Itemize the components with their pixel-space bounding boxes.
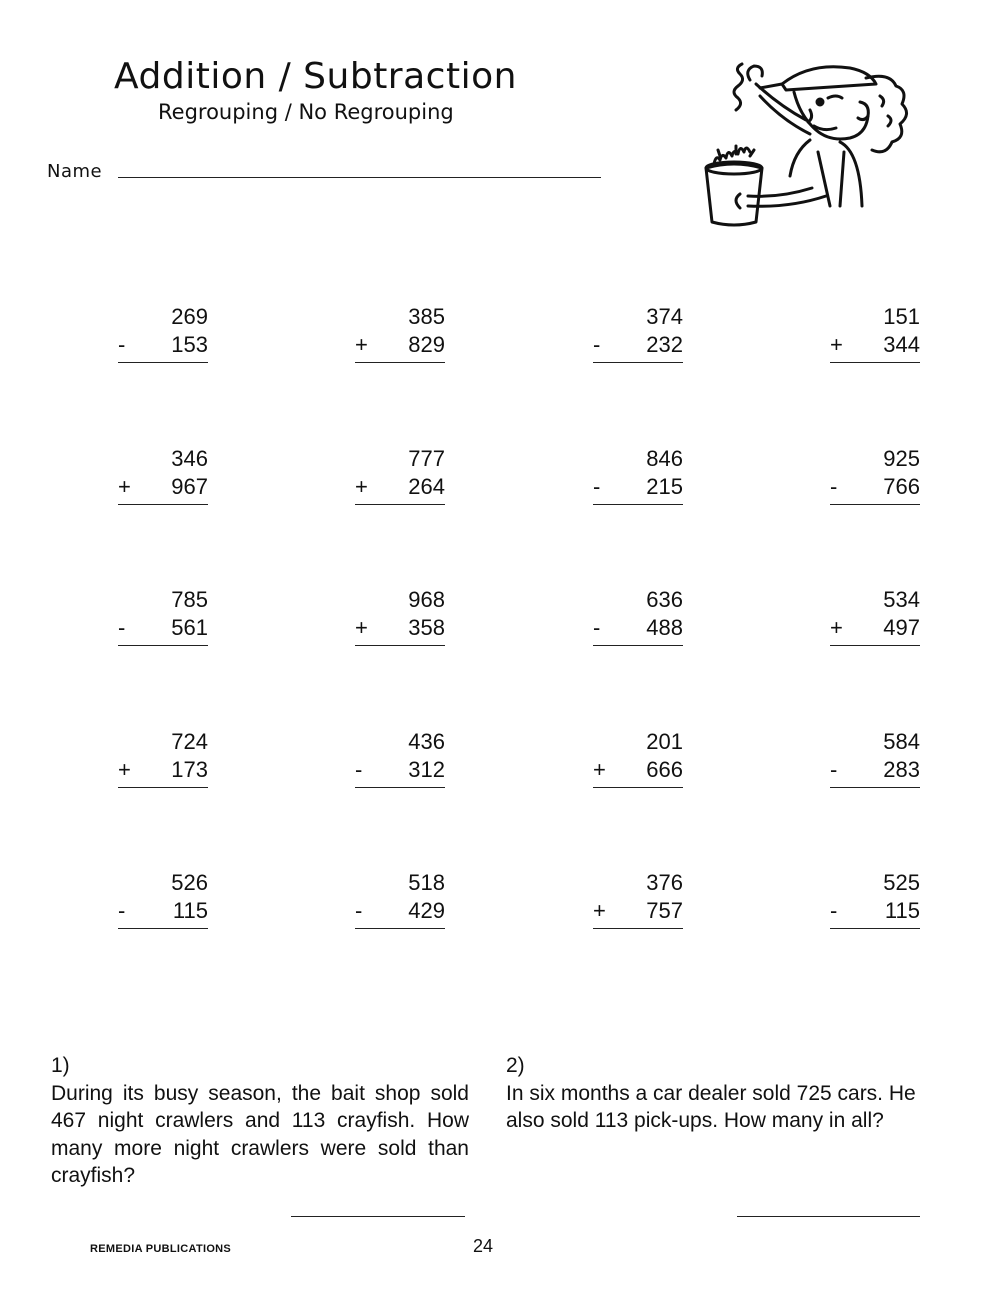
worksheet-subtitle: Regrouping / No Regrouping <box>158 100 454 124</box>
answer-bar[interactable] <box>118 928 208 929</box>
problem-bottom-number: 115 <box>884 898 920 923</box>
answer-bar[interactable] <box>118 787 208 788</box>
problem <box>830 728 920 788</box>
problem-top-number: 374 <box>646 304 683 329</box>
answer-bar[interactable] <box>593 504 683 505</box>
problem-top-number: 846 <box>646 446 683 471</box>
answer-bar[interactable] <box>593 787 683 788</box>
problem-operator: - <box>118 332 126 357</box>
answer-bar[interactable] <box>118 362 208 363</box>
problem-operator: + <box>355 615 368 640</box>
problem-bottom-number: 766 <box>883 474 920 499</box>
problem <box>118 586 208 646</box>
problem-operator: + <box>355 332 368 357</box>
problem-top-number: 724 <box>171 729 208 754</box>
problem <box>118 445 208 505</box>
problem-bottom-number: 283 <box>883 757 920 782</box>
answer-bar[interactable] <box>118 645 208 646</box>
answer-bar[interactable] <box>830 362 920 363</box>
problem-operator: - <box>830 757 838 782</box>
problem <box>355 303 445 363</box>
word-problem-1 <box>51 1052 469 1190</box>
problem-bottom-number: 561 <box>171 615 208 640</box>
problem-bottom-number: 967 <box>171 474 208 499</box>
problem <box>593 303 683 363</box>
answer-bar[interactable] <box>118 504 208 505</box>
problem-top-number: 518 <box>408 870 445 895</box>
problem-top-number: 785 <box>171 587 208 612</box>
fisherman-with-bait-bucket-icon <box>690 56 930 236</box>
problem <box>355 869 445 929</box>
problem <box>830 586 920 646</box>
problem-operator: - <box>355 898 363 923</box>
problem <box>830 445 920 505</box>
problem-top-number: 925 <box>883 446 920 471</box>
answer-bar[interactable] <box>355 645 445 646</box>
answer-bar[interactable] <box>593 928 683 929</box>
problem-operator: + <box>593 898 606 923</box>
problem-bottom-number: 429 <box>408 898 445 923</box>
problem-bottom-number: 344 <box>883 332 920 357</box>
problem-top-number: 436 <box>408 729 445 754</box>
problem <box>118 728 208 788</box>
problem-bottom-number: 153 <box>171 332 208 357</box>
word-problem-text: In six months a car dealer sold 725 cars. He also sold 113 pick-ups. How many in all? <box>506 1081 916 1132</box>
answer-bar[interactable] <box>355 362 445 363</box>
problem-bottom-number: 757 <box>646 898 683 923</box>
name-label: Name <box>47 161 103 182</box>
problem-bottom-number: 829 <box>408 332 445 357</box>
problem <box>830 869 920 929</box>
problem <box>118 869 208 929</box>
problem <box>593 445 683 505</box>
problem-bottom-number: 488 <box>646 615 683 640</box>
answer-line-2[interactable] <box>737 1216 920 1217</box>
answer-bar[interactable] <box>830 645 920 646</box>
problem-top-number: 584 <box>883 729 920 754</box>
page-number: 24 <box>473 1236 494 1256</box>
problem-operator: - <box>118 615 126 640</box>
problem-top-number: 385 <box>408 304 445 329</box>
problem-bottom-number: 115 <box>172 898 208 923</box>
problem-top-number: 526 <box>171 870 208 895</box>
answer-bar[interactable] <box>830 504 920 505</box>
problem-top-number: 376 <box>646 870 683 895</box>
answer-bar[interactable] <box>355 787 445 788</box>
word-problem-number: 2) <box>506 1054 525 1077</box>
problem-top-number: 269 <box>171 304 208 329</box>
problem-top-number: 636 <box>646 587 683 612</box>
problem <box>355 586 445 646</box>
problem-top-number: 777 <box>408 446 445 471</box>
problem-operator: - <box>118 898 126 923</box>
problem-operator: + <box>830 332 843 357</box>
problem-operator: + <box>593 757 606 782</box>
problem-bottom-number: 358 <box>408 615 445 640</box>
problem-operator: + <box>118 474 131 499</box>
problem-operator: - <box>830 898 838 923</box>
problem-top-number: 525 <box>883 870 920 895</box>
publisher-name: REMEDIA PUBLICATIONS <box>90 1243 232 1255</box>
word-problem-text: During its busy season, the bait shop sold 467 night crawlers and 113 crayfish. How many more night crawlers were sold than crayfish? <box>51 1081 469 1187</box>
problem-bottom-number: 497 <box>883 615 920 640</box>
problem <box>355 728 445 788</box>
problem <box>593 869 683 929</box>
problem-bottom-number: 666 <box>646 757 683 782</box>
problem-bottom-number: 215 <box>646 474 683 499</box>
problem-operator: - <box>593 474 601 499</box>
problem <box>355 445 445 505</box>
problem-top-number: 201 <box>646 729 683 754</box>
answer-bar[interactable] <box>830 787 920 788</box>
problem-bottom-number: 312 <box>408 757 445 782</box>
problem-top-number: 968 <box>408 587 445 612</box>
problem-operator: - <box>830 474 838 499</box>
answer-bar[interactable] <box>593 645 683 646</box>
problem <box>118 303 208 363</box>
problem-operator: + <box>118 757 131 782</box>
problem-bottom-number: 264 <box>408 474 445 499</box>
answer-bar[interactable] <box>355 928 445 929</box>
worksheet-title: Addition / Subtraction <box>114 56 517 97</box>
answer-bar[interactable] <box>355 504 445 505</box>
problem-operator: - <box>355 757 363 782</box>
problem-operator: + <box>355 474 368 499</box>
word-problem-number: 1) <box>51 1054 70 1077</box>
name-line[interactable] <box>118 177 601 178</box>
answer-bar[interactable] <box>830 928 920 929</box>
problem-top-number: 346 <box>171 446 208 471</box>
problem-top-number: 534 <box>883 587 920 612</box>
problem <box>830 303 920 363</box>
answer-line-1[interactable] <box>291 1216 465 1217</box>
problem-bottom-number: 173 <box>171 757 208 782</box>
answer-bar[interactable] <box>593 362 683 363</box>
problem-top-number: 151 <box>883 304 920 329</box>
word-problem-2 <box>506 1052 924 1135</box>
problem-operator: - <box>593 332 601 357</box>
problem-operator: - <box>593 615 601 640</box>
problem <box>593 586 683 646</box>
problem <box>593 728 683 788</box>
problem-operator: + <box>830 615 843 640</box>
problem-bottom-number: 232 <box>646 332 683 357</box>
